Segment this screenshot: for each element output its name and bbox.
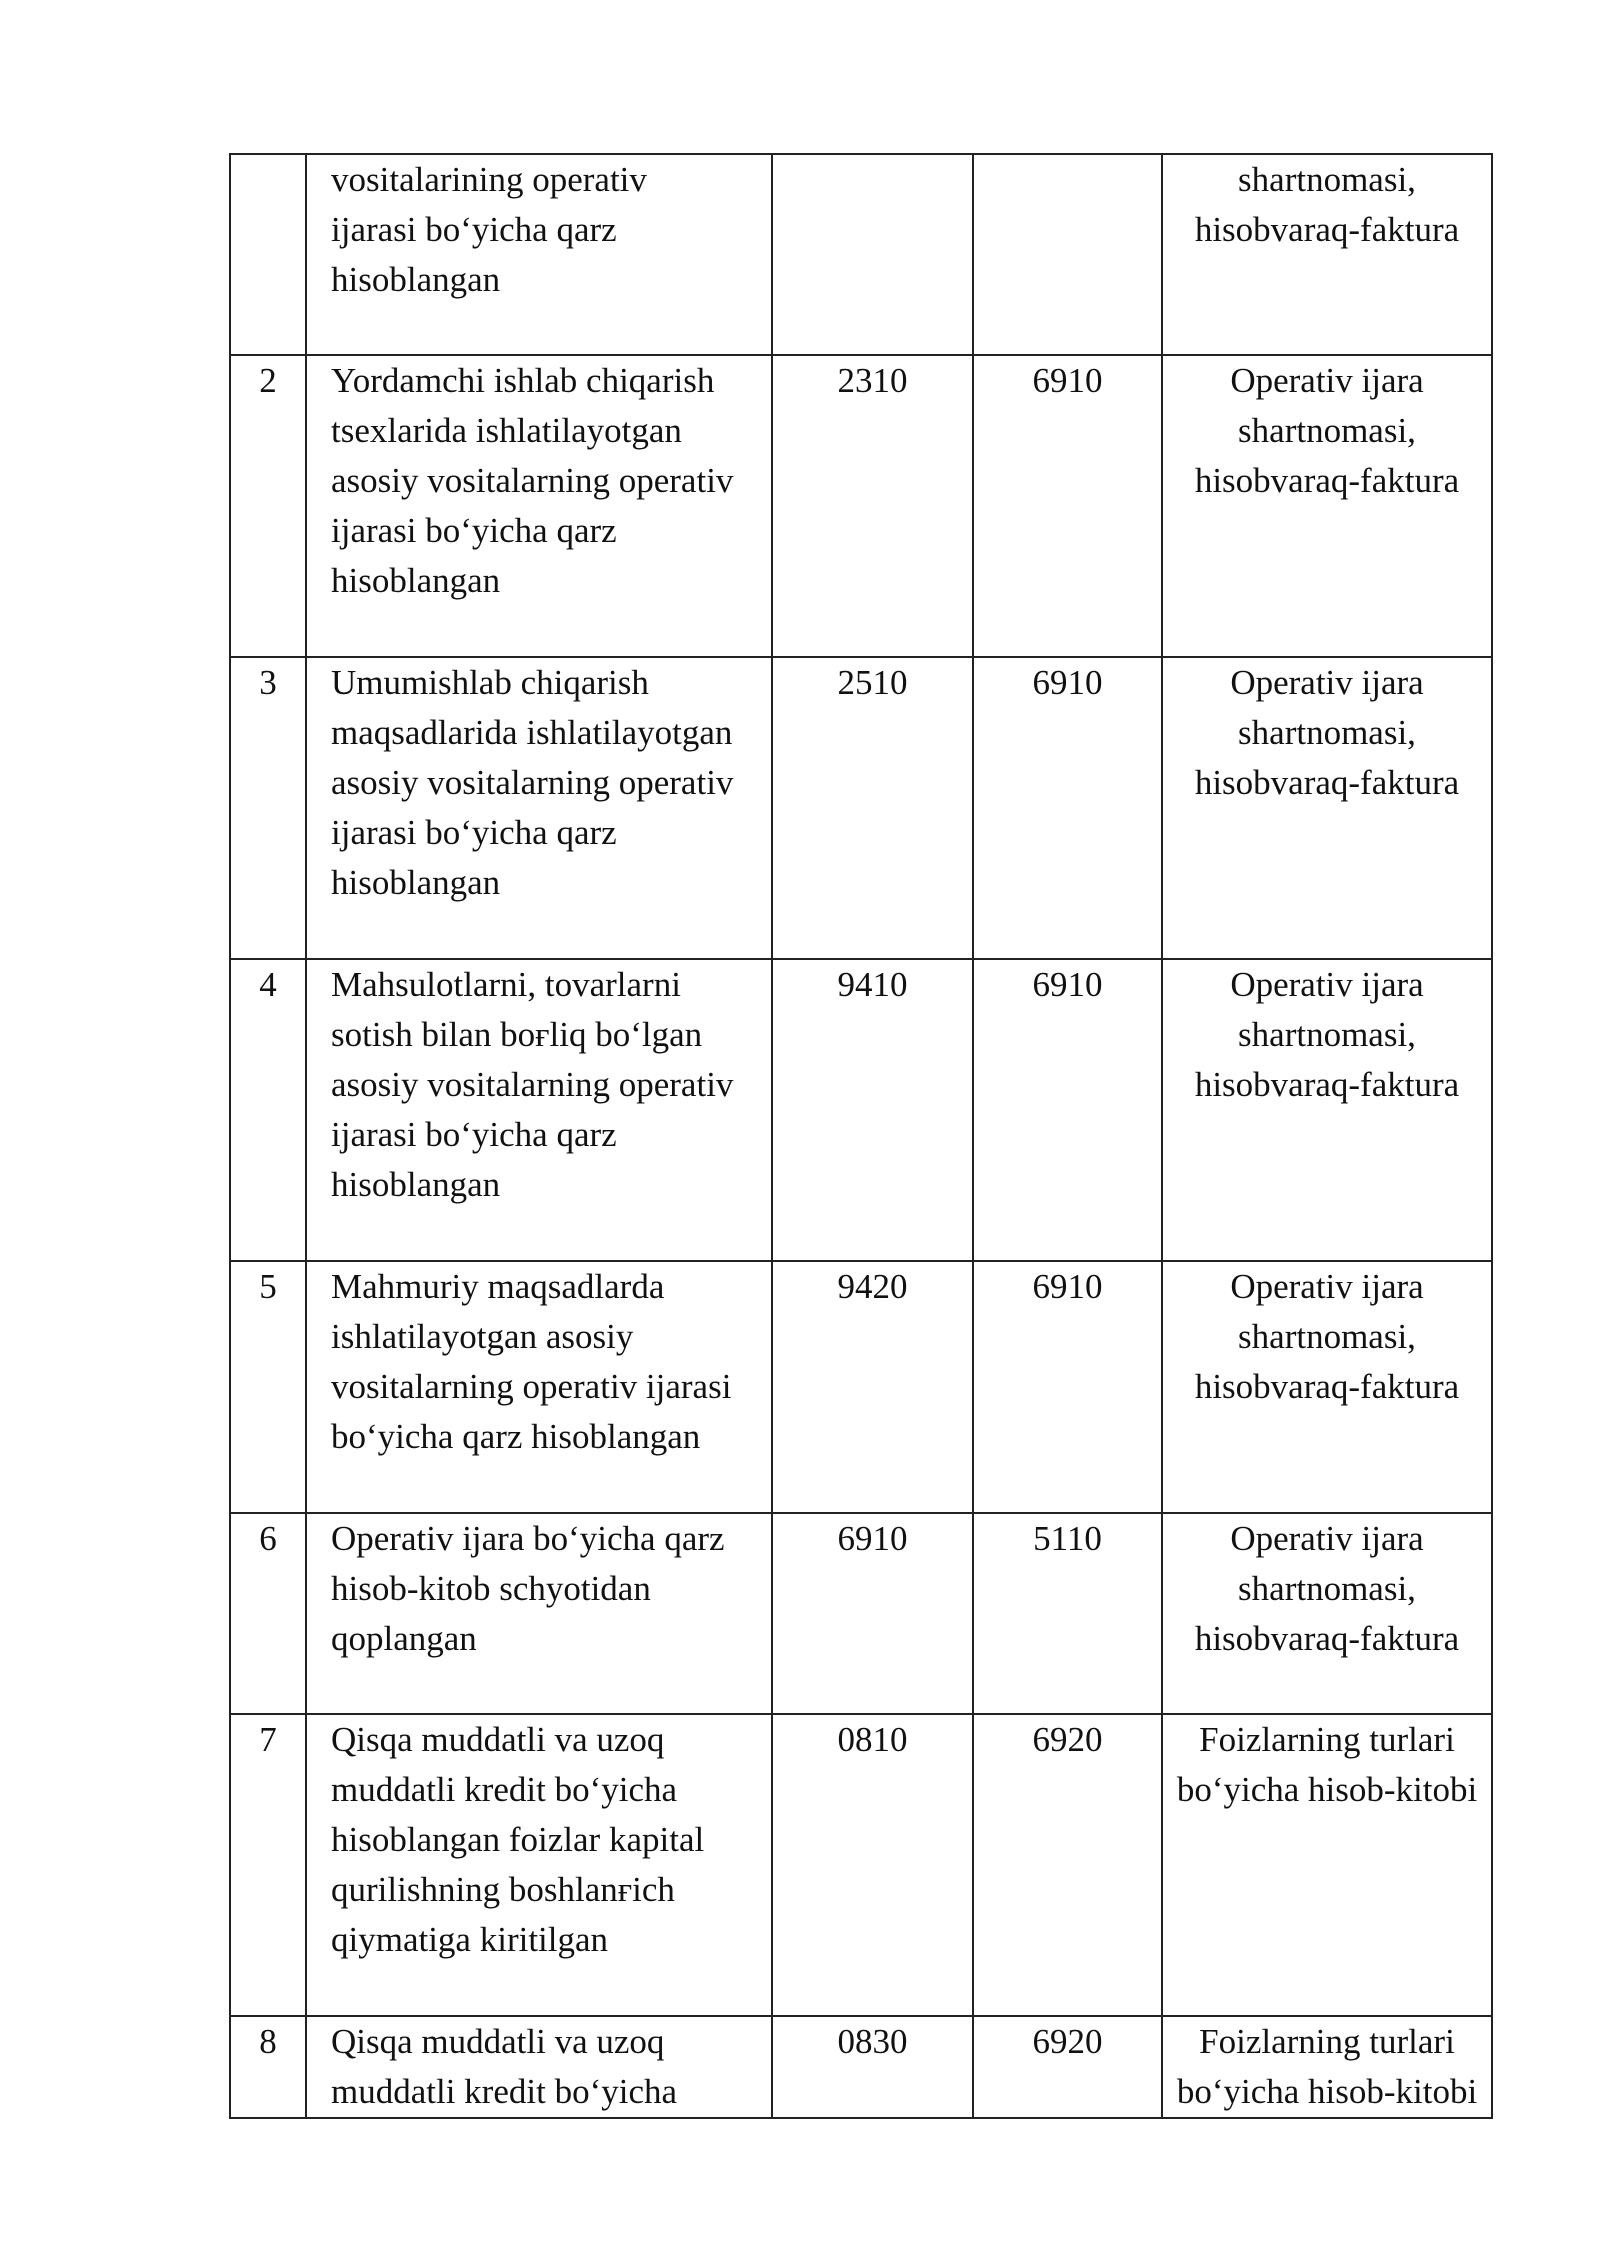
cell-text-line: Qisqa muddatli va uzoq [331, 2022, 665, 2061]
debit-account-cell [772, 959, 973, 1261]
cell-text: 7 [259, 1720, 277, 1759]
cell-text: 9410 [837, 965, 908, 1004]
source-document-cell [1162, 2016, 1492, 2118]
cell-text-line: ijarasi bo‘yicha qarz [331, 210, 617, 249]
table-body [230, 154, 1492, 2118]
source-document-cell [1162, 657, 1492, 959]
operation-description-cell [306, 154, 772, 355]
cell-text: 0830 [837, 2022, 908, 2061]
source-document-cell [1162, 1261, 1492, 1513]
cell-text-line: hisobvaraq-faktura [1194, 1619, 1460, 1658]
cell-text-line: hisobvaraq-faktura [1194, 1065, 1460, 1104]
cell-text: 3 [259, 663, 277, 702]
cell-text-line: bo‘yicha qarz hisoblangan [331, 1417, 701, 1456]
table-row [230, 1513, 1492, 1714]
cell-text: 2510 [837, 663, 908, 702]
cell-text-line: Operativ ijara [1230, 663, 1424, 702]
cell-text-line: Operativ ijara [1230, 361, 1424, 400]
operation-description-cell [306, 657, 772, 959]
cell-text-line: vositalarining operativ [331, 160, 647, 199]
cell-text: 6920 [1032, 2022, 1103, 2061]
cell-text-line: asosiy vositalarning operativ [331, 461, 734, 500]
cell-text-line: shartnomasi, [1238, 713, 1416, 752]
cell-text-line: Operativ ijara [1230, 965, 1424, 1004]
cell-text-line: Mahmuriy maqsadlarda [331, 1267, 665, 1306]
cell-text: 9420 [837, 1267, 908, 1306]
cell-text-line: shartnomasi, [1238, 1317, 1416, 1356]
cell-text-line: muddatli kredit bo‘yicha [331, 2072, 678, 2111]
table-row [230, 2016, 1492, 2118]
row-number-cell [230, 1714, 306, 2016]
cell-text-line: muddatli kredit bo‘yicha [331, 1770, 678, 1809]
table-row [230, 1714, 1492, 2016]
credit-account-cell [973, 154, 1162, 355]
cell-text: 6910 [1032, 663, 1103, 702]
row-number-cell [230, 1261, 306, 1513]
row-number-cell [230, 2016, 306, 2118]
cell-text-line: maqsadlarida ishlatilayotgan [331, 713, 733, 752]
cell-text-line: Yordamchi ishlab chiqarish [331, 361, 715, 400]
cell-text-line: ijarasi bo‘yicha qarz [331, 813, 617, 852]
cell-text-line: hisoblangan foizlar kapital [331, 1820, 705, 1859]
cell-text: 6910 [1032, 361, 1103, 400]
cell-text-line: hisoblangan [331, 260, 501, 299]
cell-text: 6920 [1032, 1720, 1103, 1759]
cell-text-line: shartnomasi, [1238, 160, 1416, 199]
credit-account-cell [973, 959, 1162, 1261]
debit-account-cell [772, 657, 973, 959]
cell-text-line: hisobvaraq-faktura [1194, 1367, 1460, 1406]
cell-text-line: Foizlarning turlari [1199, 1720, 1455, 1759]
cell-text: 8 [259, 2022, 277, 2061]
row-number-cell [230, 355, 306, 657]
operation-description-cell [306, 959, 772, 1261]
debit-account-cell [772, 2016, 973, 2118]
debit-account-cell [772, 1714, 973, 2016]
cell-text-line: asosiy vositalarning operativ [331, 763, 734, 802]
table-row [230, 959, 1492, 1261]
cell-text-line: asosiy vositalarning operativ [331, 1065, 734, 1104]
cell-text: 4 [259, 965, 277, 1004]
cell-text: 6 [259, 1519, 277, 1558]
operation-description-cell [306, 2016, 772, 2118]
cell-text: 0810 [837, 1720, 908, 1759]
table-row [230, 355, 1492, 657]
operation-description-cell [306, 1714, 772, 2016]
cell-text: 2 [259, 361, 277, 400]
cell-text-line: hisobvaraq-faktura [1194, 763, 1460, 802]
operation-description-cell [306, 355, 772, 657]
operation-description-cell [306, 1513, 772, 1714]
source-document-cell [1162, 355, 1492, 657]
cell-text: 5 [259, 1267, 277, 1306]
row-number-cell [230, 1513, 306, 1714]
row-number-cell [230, 959, 306, 1261]
cell-text-line: hisob-kitob schyotidan [331, 1569, 651, 1608]
table-row [230, 1261, 1492, 1513]
cell-text-line: hisoblangan [331, 561, 501, 600]
cell-text: 6910 [1032, 965, 1103, 1004]
debit-account-cell [772, 1261, 973, 1513]
cell-text-line: hisobvaraq-faktura [1194, 210, 1460, 249]
cell-text: 2310 [837, 361, 908, 400]
cell-text-line: tsexlarida ishlatilayotgan [331, 411, 682, 450]
cell-text-line: bo‘yicha hisob-kitobi [1176, 2072, 1478, 2111]
cell-text-line: Umumishlab chiqarish [331, 663, 649, 702]
cell-text: 6910 [1032, 1267, 1103, 1306]
cell-text-line: Operativ ijara [1230, 1267, 1424, 1306]
cell-text-line: bo‘yicha hisob-kitobi [1176, 1770, 1478, 1809]
cell-text-line: qoplangan [331, 1619, 477, 1658]
cell-text-line: qiymatiga kiritilgan [331, 1920, 609, 1959]
credit-account-cell [973, 2016, 1162, 2118]
cell-text-line: ijarasi bo‘yicha qarz [331, 1115, 617, 1154]
cell-text-line: shartnomasi, [1238, 411, 1416, 450]
cell-text-line: hisoblangan [331, 1165, 501, 1204]
source-document-cell [1162, 1714, 1492, 2016]
table-row [230, 154, 1492, 355]
cell-text-line: Mahsulotlarni, tovarlarni [331, 965, 681, 1004]
source-document-cell [1162, 154, 1492, 355]
row-number-cell [230, 154, 306, 355]
cell-text-line: Operativ ijara [1230, 1519, 1424, 1558]
cell-text-line: sotish bilan boғliq bo‘lgan [331, 1015, 703, 1054]
cell-text-line: qurilishning boshlanғich [331, 1870, 675, 1909]
row-number-cell [230, 657, 306, 959]
credit-account-cell [973, 1261, 1162, 1513]
debit-account-cell [772, 1513, 973, 1714]
cell-text-line: shartnomasi, [1238, 1015, 1416, 1054]
credit-account-cell [973, 1513, 1162, 1714]
cell-text-line: Foizlarning turlari [1199, 2022, 1455, 2061]
cell-text-line: hisobvaraq-faktura [1194, 461, 1460, 500]
cell-text: 6910 [837, 1519, 908, 1558]
cell-text-line: Qisqa muddatli va uzoq [331, 1720, 665, 1759]
cell-text: 5110 [1033, 1519, 1102, 1558]
debit-account-cell [772, 355, 973, 657]
source-document-cell [1162, 959, 1492, 1261]
credit-account-cell [973, 657, 1162, 959]
credit-account-cell [973, 355, 1162, 657]
source-document-cell [1162, 1513, 1492, 1714]
cell-text-line: ishlatilayotgan asosiy [331, 1317, 634, 1356]
operation-description-cell [306, 1261, 772, 1513]
table-row [230, 657, 1492, 959]
cell-text-line: vositalarning operativ ijarasi [331, 1367, 732, 1406]
cell-text-line: ijarasi bo‘yicha qarz [331, 511, 617, 550]
cell-text-line: shartnomasi, [1238, 1569, 1416, 1608]
cell-text-line: Operativ ijara bo‘yicha qarz [331, 1519, 725, 1558]
debit-account-cell [772, 154, 973, 355]
credit-account-cell [973, 1714, 1162, 2016]
cell-text-line: hisoblangan [331, 863, 501, 902]
accounting-entries-table [229, 153, 1493, 2119]
